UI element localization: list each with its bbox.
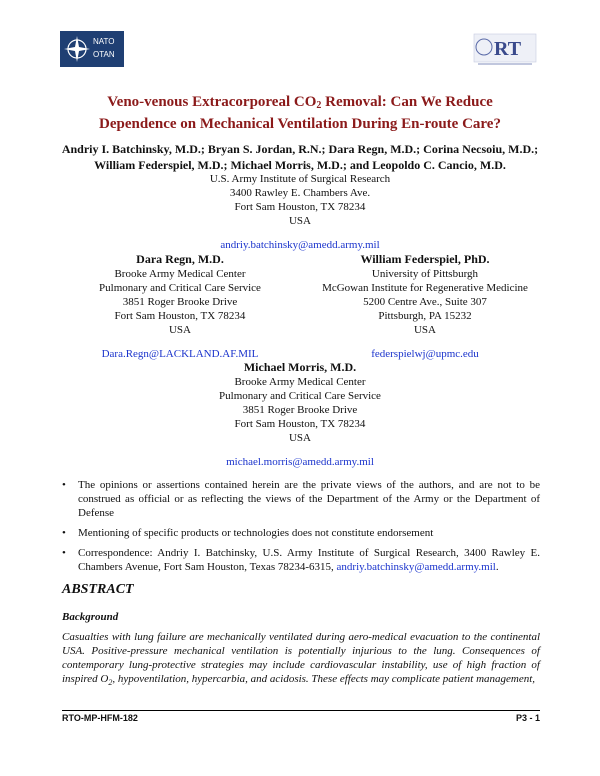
- regn-name: Dara Regn, M.D.: [136, 252, 224, 266]
- morris-name: Michael Morris, M.D.: [243, 360, 357, 374]
- morris-affiliation: [160, 360, 440, 469]
- rto-emblem-icon: [470, 31, 540, 67]
- regn-city: Fort Sam Houston, TX 78234: [114, 310, 246, 322]
- bullet-icon: •: [62, 547, 66, 559]
- regn-dept: Pulmonary and Critical Care Service: [99, 282, 261, 294]
- affiliation-org: U.S. Army Institute of Surgical Research: [209, 173, 391, 185]
- federspiel-street: 5200 Centre Ave., Suite 307: [363, 296, 487, 308]
- regn-street: 3851 Roger Brooke Drive: [122, 296, 238, 308]
- nato-otan-logo: [60, 31, 124, 67]
- background-paragraph: Casualties with lung failure are mechanically ventilated during aero-medical evacuation to the continental USA. Positive-pressure mechanical ventilation is potentially injurious to the lung. Consequences of contemporary lung-protective strategies may include cardiovascular instability, use of high fraction of inspired $O_2$, hypoventilation, hypercarbia, and acidosis. These effects may complicate patient management,: [62, 631, 540, 688]
- correspondence-item: • Correspondence: Andriy I. Batchinsky, U.S. Army Institute of Surgical Research, 3400 Rawley E. Chambers Avenue, Fort Sam Houston, Texas 78234-6315, andriy.batchinsky@amedd.army.mil.: [62, 547, 540, 573]
- federspiel-affiliation: [305, 252, 545, 361]
- morris-dept: Pulmonary and Critical Care Service: [219, 390, 381, 402]
- bullet-icon: •: [62, 527, 66, 539]
- rto-logo: [470, 31, 540, 67]
- background-heading: Background: [62, 611, 119, 623]
- federspiel-email-link[interactable]: federspielwj@upmc.edu: [371, 348, 479, 360]
- disclaimer-item: • Mentioning of specific products or technologies does not constitute endorsement: [62, 527, 434, 539]
- regn-affiliation: [70, 252, 290, 361]
- affiliation-email-link[interactable]: andriy.batchinsky@amedd.army.mil: [220, 239, 380, 251]
- morris-email-link[interactable]: michael.morris@amedd.army.mil: [226, 456, 374, 468]
- morris-street: 3851 Roger Brooke Drive: [242, 404, 358, 416]
- morris-org: Brooke Army Medical Center: [234, 376, 366, 388]
- page-number: P3 - 1: [515, 713, 540, 723]
- correspondence-email-link[interactable]: andriy.batchinsky@amedd.army.mil: [336, 561, 496, 573]
- abstract-heading: ABSTRACT: [62, 582, 134, 597]
- author-line-2: William Federspiel, M.D.; Michael Morris, M.D.; and Leopoldo C. Cancio, M.D.: [94, 158, 506, 172]
- morris-country: USA: [288, 432, 311, 444]
- nato-label: NATO: [93, 37, 115, 46]
- affiliation-city: Fort Sam Houston, TX 78234: [234, 201, 366, 213]
- main-affiliation: [100, 172, 500, 252]
- otan-label: OTAN: [93, 50, 115, 59]
- federspiel-country: USA: [413, 324, 436, 336]
- footer-divider: [62, 710, 540, 711]
- disclaimer-list: [62, 478, 540, 580]
- federspiel-dept: McGowan Institute for Regenerative Medicine: [322, 282, 528, 294]
- affiliation-street: 3400 Rawley E. Chambers Ave.: [229, 187, 371, 199]
- svg-text:RT: RT: [494, 38, 522, 60]
- regn-country: USA: [168, 324, 191, 336]
- regn-org: Brooke Army Medical Center: [114, 268, 246, 280]
- author-line-1: Andriy I. Batchinsky, M.D.; Bryan S. Jordan, R.N.; Dara Regn, M.D.; Corina Necsoiu, M.D.;: [61, 142, 539, 156]
- federspiel-city: Pittsburgh, PA 15232: [378, 310, 472, 322]
- report-number: RTO-MP-HFM-182: [62, 713, 138, 723]
- federspiel-name: William Federspiel, PhD.: [360, 252, 490, 266]
- bullet-icon: •: [62, 479, 66, 491]
- regn-email-link[interactable]: Dara.Regn@LACKLAND.AF.MIL: [101, 348, 259, 360]
- author-list: [40, 141, 560, 173]
- affiliation-country: USA: [288, 215, 311, 227]
- title-line-1: Veno-venous Extracorporeal CO2 Removal: Can We Reduce: [107, 94, 493, 111]
- paper-title: [40, 93, 560, 134]
- title-line-2: Dependence on Mechanical Ventilation During En-route Care?: [99, 116, 501, 132]
- disclaimer-item: • The opinions or assertions contained herein are the private views of the authors, and are not to be construed as official or as reflecting the views of the Department of the Army or the Department of Defense: [62, 479, 540, 519]
- nato-star-icon: [62, 34, 92, 64]
- federspiel-org: University of Pittsburgh: [371, 268, 479, 280]
- morris-city: Fort Sam Houston, TX 78234: [234, 418, 366, 430]
